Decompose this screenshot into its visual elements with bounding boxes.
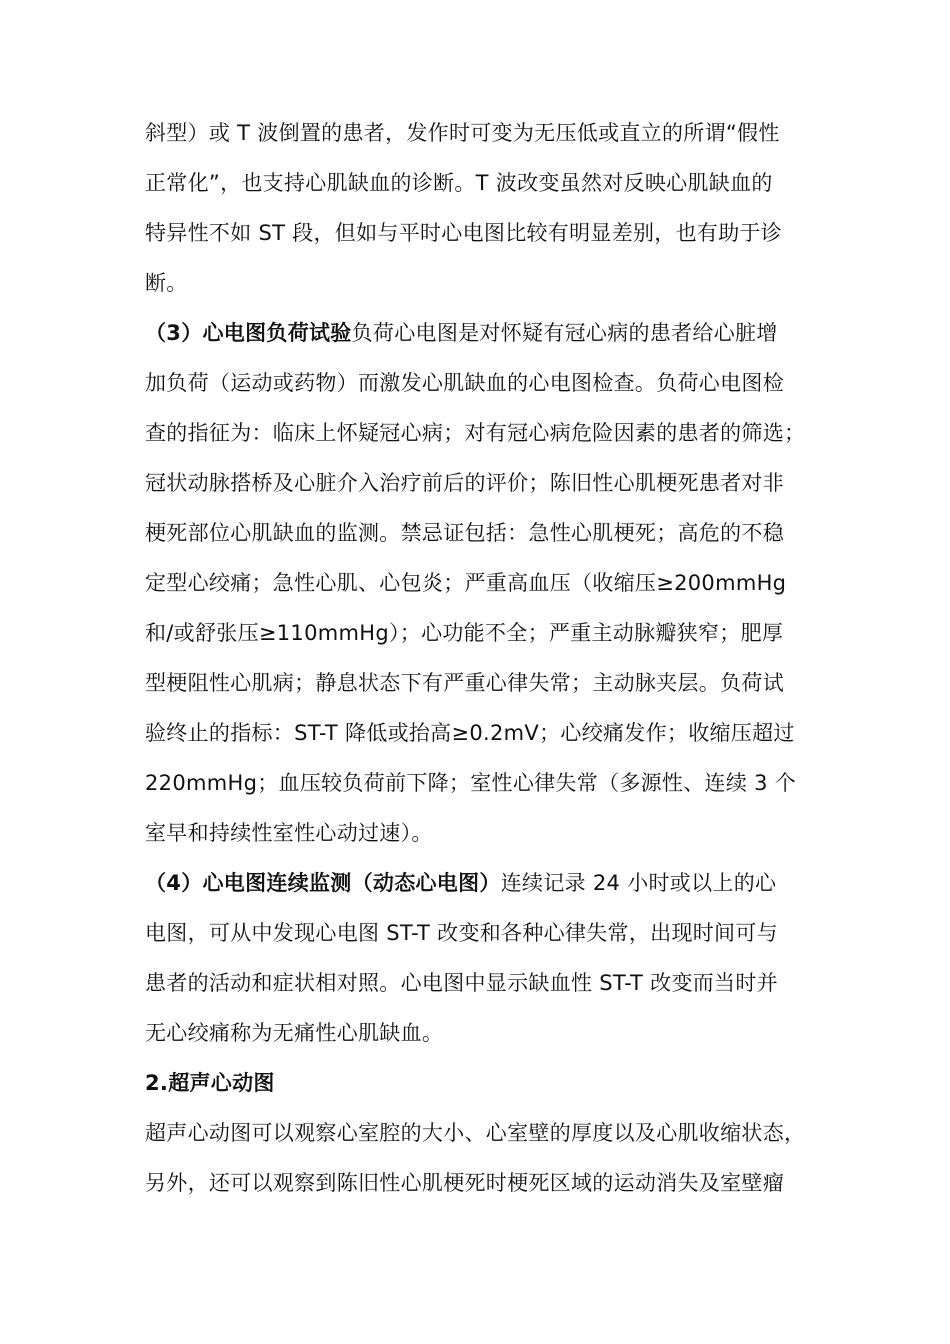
paragraph-stress-ecg (145, 308, 815, 858)
text-line (145, 858, 815, 908)
text-run: 连续记录 24 小时或以上的心 (500, 871, 777, 895)
text-line: 定型心绞痛；急性心肌、心包炎；严重高血压（收缩压≥200mmHg (145, 571, 787, 595)
text-line: 验终止的指标：ST-T 降低或抬高≥0.2mV；心绞痛发作；收缩压超过 (145, 721, 795, 745)
paragraph-holter-ecg (145, 858, 815, 1058)
text-line: 冠状动脉搭桥及心脏介入治疗前后的评价；陈旧性心肌梗死患者对非 (145, 471, 784, 495)
text-line: 220mmHg；血压较负荷前下降；室性心律失常（多源性、连续 3 个 (145, 771, 797, 795)
text-line: 特异性不如 ST 段，但如与平时心电图比较有明显差别，也有助于诊 (145, 221, 783, 245)
text-line: 超声心动图可以观察心室腔的大小、心室壁的厚度以及心肌收缩状态， (145, 1121, 806, 1145)
section-echocardiography (145, 1058, 815, 1208)
text-line: 电图，可从中发现心电图 ST-T 改变和各种心律失常，出现时间可与 (145, 921, 778, 945)
paragraph-t-wave (145, 108, 815, 308)
text-line: 斜型）或 T 波倒置的患者，发作时可变为无压低或直立的所谓“假性 (145, 121, 780, 145)
section-heading-holter-ecg: （4）心电图连续监测（动态心电图） (145, 871, 501, 895)
text-line: 加负荷（运动或药物）而激发心肌缺血的心电图检查。负荷心电图检 (145, 371, 784, 395)
text-line: 患者的活动和症状相对照。心电图中显示缺血性 ST-T 改变而当时并 (145, 971, 778, 995)
text-line: 另外，还可以观察到陈旧性心肌梗死时梗死区域的运动消失及室壁瘤 (145, 1171, 784, 1195)
text-line: 和/或舒张压≥110mmHg）；心功能不全；严重主动脉瓣狭窄；肥厚 (145, 621, 784, 645)
text-line: 型梗阻性心肌病；静息状态下有严重心律失常；主动脉夹层。负荷试 (145, 671, 784, 695)
text-line: 室早和持续性室性心动过速）。 (145, 821, 433, 845)
document-page (145, 108, 815, 1208)
text-line: 断。 (145, 271, 188, 295)
text-line: 梗死部位心肌缺血的监测。禁忌证包括：急性心肌梗死；高危的不稳 (145, 521, 784, 545)
text-line: 查的指征为：临床上怀疑冠心病；对有冠心病危险因素的患者的筛选； (145, 421, 806, 445)
text-run: 负荷心电图是对怀疑有冠心病的患者给心脏增 (351, 321, 778, 345)
text-line: 无心绞痛称为无痛性心肌缺血。 (145, 1021, 444, 1045)
text-line: 正常化”，也支持心肌缺血的诊断。T 波改变虽然对反映心肌缺血的 (145, 171, 773, 195)
section-heading-stress-ecg: （3）心电图负荷试验 (145, 321, 352, 345)
section-heading-echocardiography: 2.超声心动图 (145, 1071, 275, 1095)
text-line (145, 308, 815, 358)
